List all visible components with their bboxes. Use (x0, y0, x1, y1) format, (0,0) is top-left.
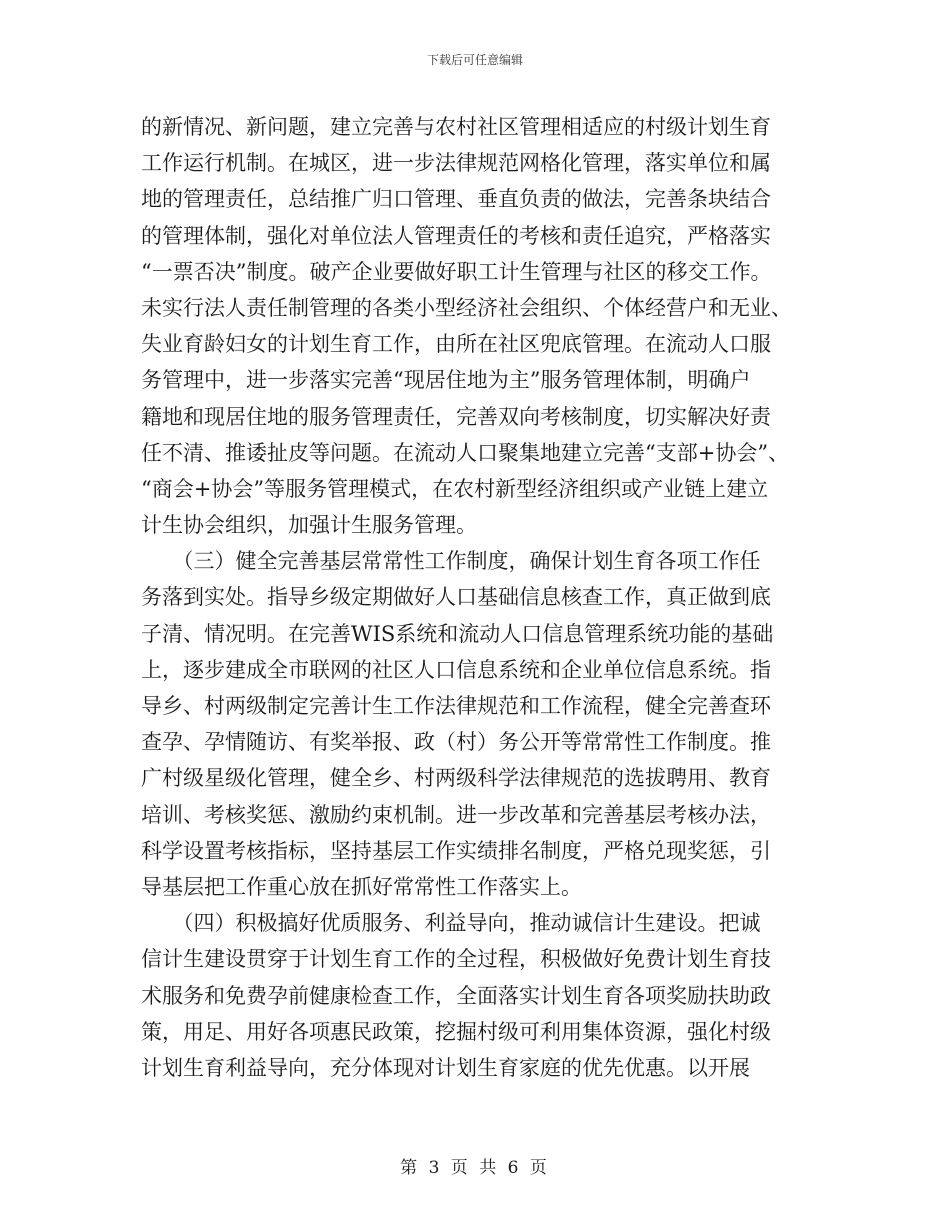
document-body (141, 109, 821, 1086)
page-header: 下载后可任意编辑 (426, 53, 523, 67)
text-line: 导乡、村两级制定完善计生工作法律规范和工作流程，健全完善查环 (141, 694, 771, 718)
text-line: 务管理中，进一步落实完善“现居住地为主”服务管理体制，明确户 (141, 368, 751, 393)
text-line: 的新情况、新问题，建立完善与农村社区管理相适应的村级计划生育 (141, 115, 771, 139)
text-line: 工作运行机制。在城区，进一步法律规范网格化管理，落实单位和属 (141, 151, 771, 176)
text-line: 广村级星级化管理，健全乡、村两级科学法律规范的选拔聘用、教育 (141, 766, 771, 791)
text-line: 计生协会组织，加强计生服务管理。 (141, 513, 477, 538)
text-line: 务落到实处。指导乡级定期做好人口基础信息核查工作，真正做到底 (141, 585, 771, 610)
text-line: 查孕、孕情随访、有奖举报、政（村）务公开等常常性工作制度。推 (141, 730, 771, 755)
text-line: 的管理体制，强化对单位法人管理责任的考核和责任追究，严格落实 (141, 223, 771, 248)
text-line: 科学设置考核指标，坚持基层工作实绩排名制度，严格兑现奖惩，引 (141, 838, 771, 863)
text-line: “商会+协会”等服务管理模式，在农村新型经济组织或产业链上建立 (141, 476, 769, 501)
text-line: 导基层把工作重心放在抓好常常性工作落实上。 (141, 874, 582, 899)
text-line: 计划生育利益导向，充分体现对计划生育家庭的优先优惠。以开展 (141, 1055, 750, 1080)
text-line: 信计生建设贯穿于计划生育工作的全过程，积极做好免费计划生育技 (141, 947, 771, 972)
text-line: 失业育龄妇女的计划生育工作，由所在社区兜底管理。在流动人口服 (141, 332, 771, 357)
text-line: 子清、情况明。在完善WIS系统和流动人口信息管理系统功能的基础 (141, 621, 774, 646)
text-line: 地的管理责任，总结推广归口管理、垂直负责的做法，完善条块结合 (141, 187, 771, 212)
text-line: “一票否决”制度。破产企业要做好职工计生管理与社区的移交工作。 (141, 259, 772, 284)
text-line: 任不清、推诿扯皮等问题。在流动人口聚集地建立完善“支部+协会”、 (141, 440, 790, 465)
text-line: 上，逐步建成全市联网的社区人口信息系统和企业单位信息系统。指 (141, 657, 771, 682)
text-line: 培训、考核奖惩、激励约束机制。进一步改革和完善基层考核办法， (141, 802, 771, 827)
text-line: 未实行法人责任制管理的各类小型经济社会组织、个体经营户和无业、 (141, 295, 792, 320)
text-line: （三）健全完善基层常常性工作制度，确保计划生育各项工作任 (141, 549, 761, 574)
text-line: 策，用足、用好各项惠民政策，挖掘村级可利用集体资源，强化村级 (141, 1019, 771, 1044)
text-line: 术服务和免费孕前健康检查工作，全面落实计划生育各项奖励扶助政 (141, 983, 771, 1008)
text-line: （四）积极搞好优质服务、利益导向，推动诚信计生建设。把诚 (141, 911, 761, 936)
page-footer: 第 3 页 共 6 页 (400, 1158, 550, 1178)
text-line: 籍地和现居住地的服务管理责任，完善双向考核制度，切实解决好责 (141, 404, 771, 429)
